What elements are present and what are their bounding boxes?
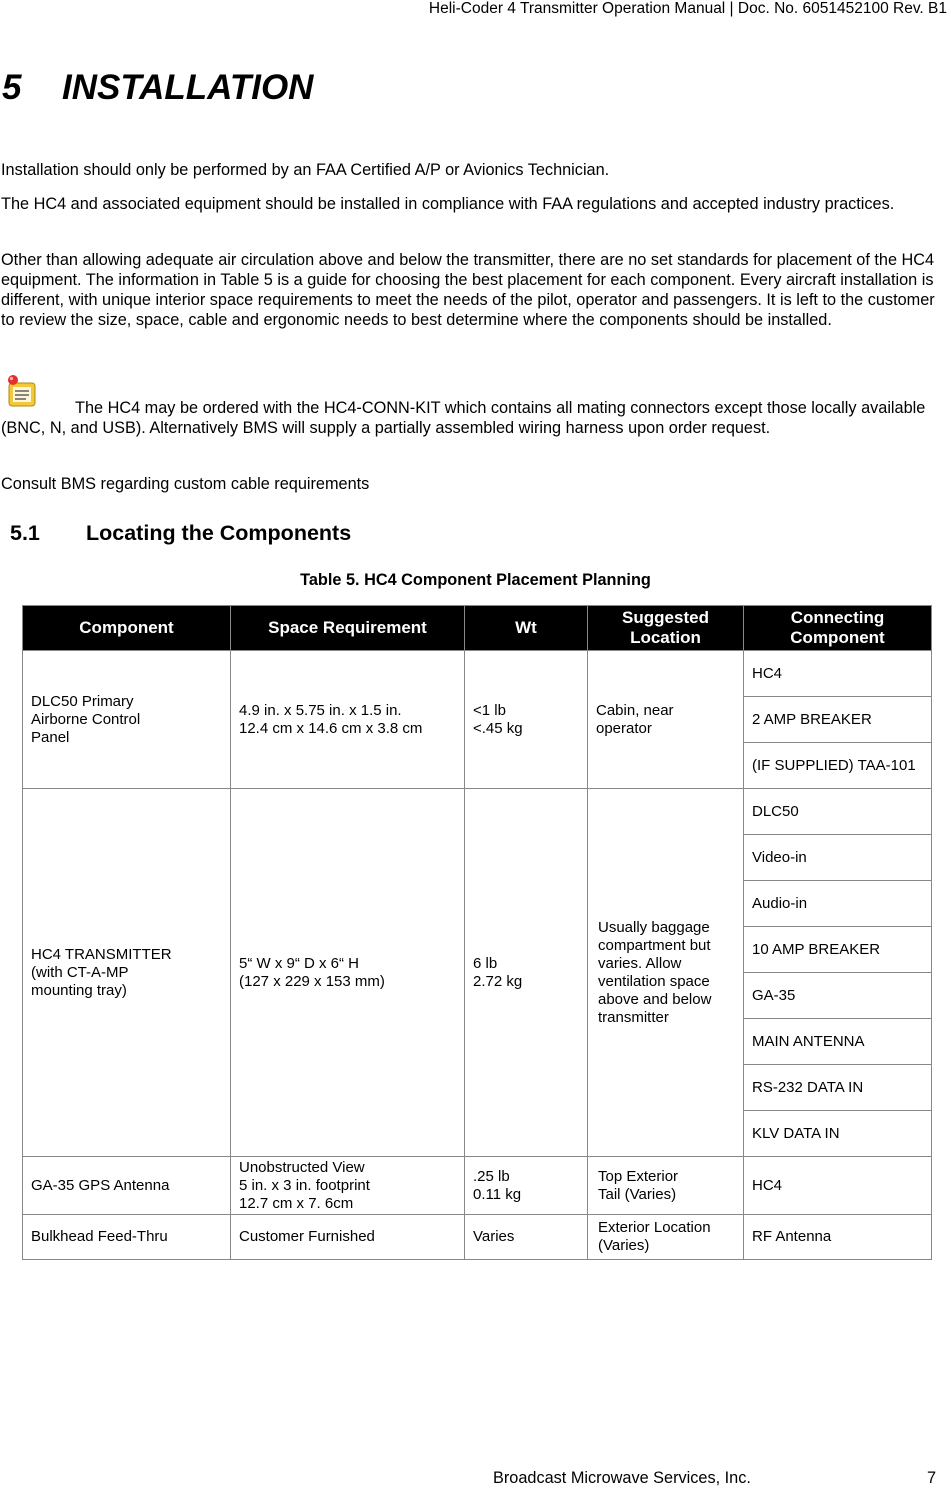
subsection-heading — [10, 521, 351, 546]
table-row — [23, 1215, 932, 1260]
header-component: Component — [23, 606, 231, 651]
location-cell: Usually baggage compartment but varies. Allow ventilation space above and below transmitter — [588, 789, 744, 1157]
connecting-cell: Video-in — [744, 835, 932, 881]
connecting-cell: GA-35 — [744, 973, 932, 1019]
connecting-cell: RS-232 DATA IN — [744, 1065, 932, 1111]
component-cell: GA-35 GPS Antenna — [23, 1157, 231, 1215]
table-header-row — [23, 606, 932, 651]
connecting-cell: MAIN ANTENNA — [744, 1019, 932, 1065]
space-cell: 4.9 in. x 5.75 in. x 1.5 in. 12.4 cm x 14.6 cm x 3.8 cm — [231, 651, 465, 789]
connecting-cell: Audio-in — [744, 881, 932, 927]
component-placement-table — [22, 605, 932, 1260]
space-cell: 5“ W x 9“ D x 6“ H (127 x 229 x 153 mm) — [231, 789, 465, 1157]
location-cell: Exterior Location (Varies) — [588, 1215, 744, 1260]
connecting-cell: 2 AMP BREAKER — [744, 697, 932, 743]
note-text: The HC4 may be ordered with the HC4-CONN-KIT which contains all mating connectors except those locally available (BNC, N, and USB). Alternatively BMS will supply a partially assembled wiring harness upon order request. — [1, 399, 926, 437]
connecting-cell: HC4 — [744, 651, 932, 697]
component-cell: HC4 TRANSMITTER (with CT-A-MP mounting tray) — [23, 789, 231, 1157]
component-cell: Bulkhead Feed-Thru — [23, 1215, 231, 1260]
header-connecting-component: Connecting Component — [744, 606, 932, 651]
subsection-number: 5.1 — [10, 521, 40, 545]
footer-company: Broadcast Microwave Services, Inc. — [493, 1469, 751, 1487]
connecting-cell: DLC50 — [744, 789, 932, 835]
connecting-cell: KLV DATA IN — [744, 1111, 932, 1157]
connecting-cell: (IF SUPPLIED) TAA-101 — [744, 743, 932, 789]
header-wt: Wt — [465, 606, 588, 651]
weight-cell: 6 lb 2.72 kg — [465, 789, 588, 1157]
location-cell: Top Exterior Tail (Varies) — [588, 1157, 744, 1215]
weight-cell: <1 lb <.45 kg — [465, 651, 588, 789]
paragraph-compliance: The HC4 and associated equipment should be installed in compliance with FAA regulations and accepted industry practices. — [1, 195, 895, 213]
location-cell: Cabin, near operator — [588, 651, 744, 789]
weight-cell: Varies — [465, 1215, 588, 1260]
connecting-cell: RF Antenna — [744, 1215, 932, 1260]
header-space-requirement: Space Requirement — [231, 606, 465, 651]
paragraph-certification: Installation should only be performed by an FAA Certified A/P or Avionics Technician. — [1, 161, 610, 179]
subsection-title: Locating the Components — [86, 521, 352, 545]
table-row — [23, 651, 932, 697]
table-row — [23, 1157, 932, 1215]
page-number: 7 — [927, 1469, 937, 1487]
space-cell: Customer Furnished — [231, 1215, 465, 1260]
paragraph-consult: Consult BMS regarding custom cable requirements — [1, 475, 370, 493]
table-caption: Table 5. HC4 Component Placement Planning — [300, 571, 651, 589]
table-row — [23, 789, 932, 835]
weight-cell: .25 lb 0.11 kg — [465, 1157, 588, 1215]
header-suggested-location: Suggested Location — [588, 606, 744, 651]
section-title: INSTALLATION — [62, 68, 314, 107]
section-heading — [2, 68, 313, 108]
connecting-cell: 10 AMP BREAKER — [744, 927, 932, 973]
running-header: Heli-Coder 4 Transmitter Operation Manual | Doc. No. 6051452100 Rev. B1 — [428, 0, 947, 17]
component-cell: DLC50 Primary Airborne Control Panel — [23, 651, 231, 789]
section-number: 5 — [2, 68, 22, 107]
paragraph-placement: Other than allowing adequate air circulation above and below the transmitter, there are no set standards for placement of the HC4 equipment. The information in Table 5 is a guide for choosing the best placement for each component. Every aircraft installation is different, with unique interior space requirements to meet the needs of the pilot, operator and passengers. It is left to the customer to review the size, space, cable and ergonomic needs to best determine where the components should be installed. — [1, 251, 935, 329]
connecting-cell: HC4 — [744, 1157, 932, 1215]
space-cell: Unobstructed View 5 in. x 3 in. footprint 12.7 cm x 7. 6cm — [231, 1157, 465, 1215]
